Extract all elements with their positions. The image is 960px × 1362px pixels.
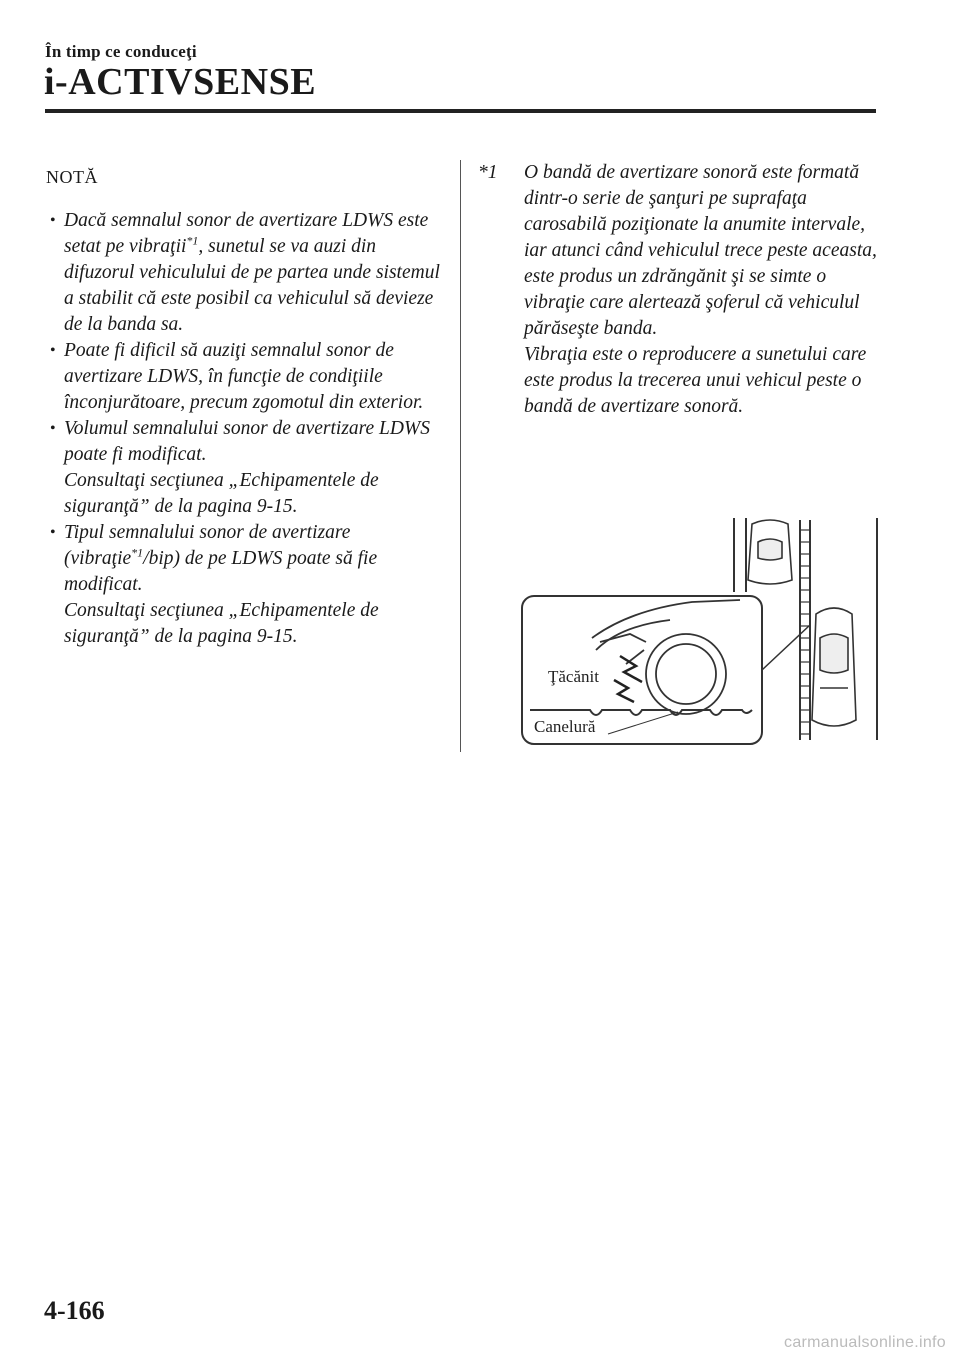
note-item-text: Volumul semnalului sonor de avertizare LDWS poate fi modificat. [64,418,430,465]
footnote-paragraph: O bandă de avertizare sonoră este formată dintr-o serie de şanţuri pe suprafaţa carosabilă poziţionate la anumite intervale, iar atunci când vehiculul trece peste aceasta, este produs un zdrăngănit şi se simte o vibraţie care alertează şoferul că vehiculul părăseşte banda. [524,162,877,339]
callout-pointer [762,625,810,670]
note-item-text: Dacă semnalul sonor de avertizare LDWS este setat pe vibraţii [64,210,429,257]
bullet-dot-icon: • [50,420,56,437]
footnote-body [524,160,878,420]
rumble-strip-illustration [520,510,890,750]
note-column [46,160,446,650]
note-list [46,208,446,650]
footnote-ref: *1 [186,233,199,248]
bullet-dot-icon: • [50,524,56,541]
section-title: i-ACTIVSENSE [44,61,317,103]
note-title: NOTĂ [46,167,98,187]
note-item [46,416,446,520]
footnote-mark: *1 [478,162,498,183]
label-click: Ţăcănit [548,667,599,686]
bullet-dot-icon: • [50,212,56,229]
footnote-paragraph: Vibraţia este o reproducere a sunetului care este produs la trecerea unui vehicul peste o bandă de avertizare sonoră. [524,344,867,417]
label-groove: Canelură [534,717,596,736]
footnote-ref: *1 [131,545,144,560]
note-item-text: , sunetul se va auzi din difuzorul vehiculului de pe partea unde sistemul a stabilit că este posibil ca vehiculul să devieze de la banda sa. [64,236,440,335]
column-divider [460,160,461,752]
car-drifting-icon [812,608,856,726]
note-item-text: /bip) de pe LDWS poate să fie modificat. [64,548,378,595]
header-rule [45,109,876,113]
note-item [46,208,446,338]
watermark: carmanualsonline.info [784,1334,946,1351]
bullet-dot-icon: • [50,342,56,359]
note-item-text: Poate fi dificil să auziţi semnalul sonor de avertizare LDWS, în funcţie de condiţiile înconjurătoare, precum zgomotul din exterior. [64,340,424,413]
note-item-reference: Consultaţi secţiunea „Echipamentele de siguranţă” de la pagina 9-15. [64,470,379,517]
page-number: 4-166 [44,1296,105,1325]
note-item [46,338,446,416]
car-top-icon [748,520,792,584]
note-item-reference: Consultaţi secţiunea „Echipamentele de siguranţă” de la pagina 9-15. [64,600,379,647]
footnote [478,160,878,420]
note-item [46,520,446,650]
chapter-title: În timp ce conduceţi [45,42,197,61]
note-item-text: Tipul semnalului sonor de avertizare (vibraţie [64,522,351,569]
